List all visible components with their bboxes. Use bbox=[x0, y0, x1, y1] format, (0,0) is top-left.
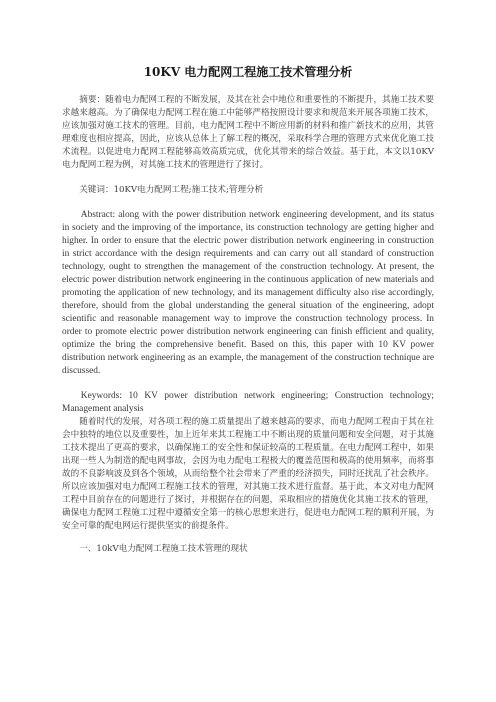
abstract-cn: 摘要：随着电力配网工程的不断发展，及其在社会中地位和重要性的不断提升，其施工技术要求越来越高。为了确保电力配网工程在施工中能够严格按照设计要求和规范来开展各项施工技术，应该加强对施工技术的管理。目前，电力配网工程中不断应用新的材料和推广新技术的应用，其管理难度也相应提高，因此，应该从总体上了解工程的概况，采取科学合理的管理方式来优化施工技术流程。以促进电力配网工程能够高效高质完成，优化其带来的综合效益。基于此，本文以10KV电力配网工程为例，对其施工技术的管理进行了探讨。 bbox=[62, 95, 434, 170]
section-heading: 一、10kV电力配网工程施工技术管理的现状 bbox=[79, 544, 248, 554]
document-title: 10KV 电力配网工程施工技术管理分析 bbox=[143, 65, 353, 79]
document-page bbox=[62, 64, 434, 556]
abstract-en: Abstract: along with the power distribution network engineering development, and its status in society and the improving of the importance, its construction technology are getting higher and higher. In order to ensure that the electric power distribution network engineering in construction in strict accordance with the design requirements and can carry out all standard of construction technology, ought to strengthen the management of the construction technology. At present, the electric power distribution network engineering in the continuous application of new materials and promoting the application of new technology, and its management difficulty also rise accordingly, therefore, should from the global understanding the general situation of the engineering, adopt scientific and reasonable management way to improve the construction technology process. In order to promote electric power distribution network engineering can finish efficient and quality, optimize the bring the comprehensive benefit. Based on this, this paper with 10 KV power distribution network engineering as an example, the management of the construction technique are discussed. bbox=[62, 210, 434, 376]
keywords-cn: 关键词：10KV电力配网工程;施工技术;管理分析 bbox=[79, 185, 264, 195]
keywords-en: Keywords: 10 KV power distribution network engineering; Construction technology; Management analysis bbox=[62, 391, 434, 414]
body-intro: 随着时代的发展，对各项工程的施工质量提出了越来越高的要求，而电力配网工程由于其在社会中独特的地位以及重要性，加上近年来其工程施工中不断出现的质量问题和安全问题，对于其施工技术提出了更高的要求，以确保施工的安全性和保证较高的工程质量。在电力配网工程中，如果出现一些人为制造的配电网事故，会因为电力配电工程极大的覆盖范围和极高的使用频率，而将事故的不良影响波及到各个领域，从而给整个社会带来了严重的经济损失，同时还扰乱了社会秩序。所以应该加强对电力配网工程施工技术的管理，对其施工技术进行监督。基于此，本文对电力配网工程中目前存在的问题进行了探讨，并根据存在的问题，采取相应的措施优化其施工技术的管理，确保电力配网工程施工过程中遵循安全第一的核心思想来进行，促进电力配网工程的顺利开展，为安全可靠的配电网运行提供坚实的前提条件。 bbox=[62, 417, 434, 531]
